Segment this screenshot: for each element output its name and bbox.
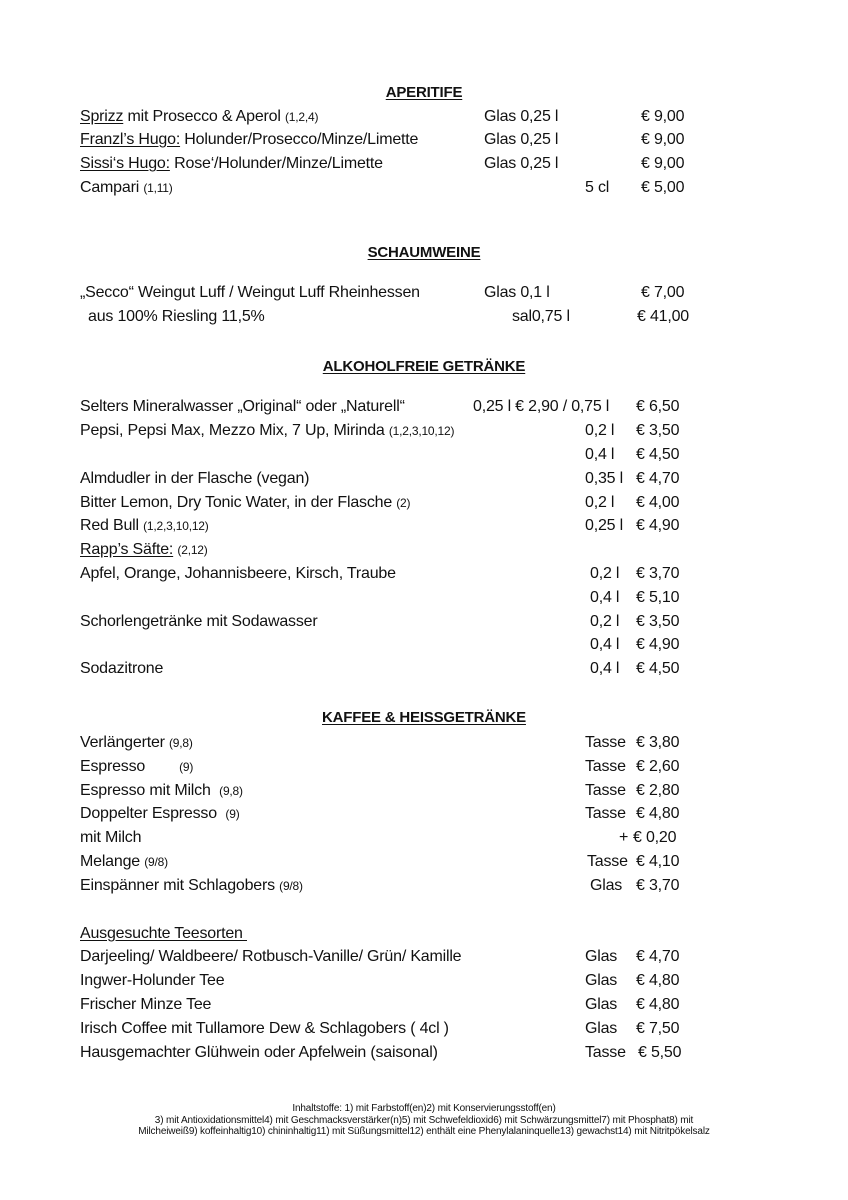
item-price: € 6,50 [636,398,680,415]
menu-item [0,803,848,825]
menu-item [0,732,848,754]
menu-item [0,129,848,151]
menu-item [0,492,848,514]
item-unit: Tasse [585,1044,626,1061]
item-unit: 0,4 l [585,446,615,463]
menu-item [0,563,848,585]
item-price: € 9,00 [641,108,685,125]
item-name: Doppelter Espresso [80,805,226,822]
item-unit: Glas 0,1 l [484,284,550,301]
item-name-highlight: Sprizz [80,108,124,125]
section-heading-schaumweine: SCHAUMWEINE [367,244,481,261]
menu-item [0,306,848,328]
item-unit: Glas [590,877,623,894]
item-unit: Glas [585,948,618,965]
footnote-line: Inhaltstoffe: 1) mit Farbstoff(en)2) mit Konservierungsstoff(en) [292,1103,556,1114]
menu-item [0,1018,848,1040]
item-name: Einspänner mit Schlagobers [80,877,280,894]
menu-item [0,634,848,656]
item-price: € 4,90 [636,636,680,653]
menu-item [0,396,848,418]
item-name: Espresso mit Milch [80,782,220,799]
menu-item [0,153,848,175]
allergen-footnote [60,1103,788,1138]
item-name: Ingwer-Holunder Tee [80,972,225,989]
subheading-tee: Ausgesuchte Teesorten [80,925,247,942]
item-allergen-note: (1,2,3,10,12) [143,519,209,533]
menu-item [0,994,848,1016]
item-name: Pepsi, Pepsi Max, Mezzo Mix, 7 Up, Mirinda [80,422,389,439]
item-price: € 0,20 [633,829,677,846]
menu-item [0,658,848,680]
item-allergen-note: (9,8) [219,784,243,798]
menu-item [0,587,848,609]
item-unit: Glas 0,25 l [484,131,559,148]
item-price: € 7,50 [636,1020,680,1037]
item-allergen-note: (2) [396,496,411,510]
section-heading-aperitife: APERITIFE [385,84,463,101]
item-unit: 5 cl [585,179,610,196]
item-price: € 3,50 [636,613,680,630]
item-unit: Tasse [585,805,626,822]
item-allergen-note: (1,11) [143,181,173,195]
item-allergen-note: (9) [225,807,240,821]
item-allergen-note: (1,2,3,10,12) [388,424,455,438]
item-price: € 4,80 [636,972,680,989]
item-unit: 0,2 l [590,613,620,630]
item-name: Sodazitrone [80,660,164,677]
item-unit: 0,2 l [590,565,620,582]
item-price: € 2,80 [636,782,680,799]
item-unit: Tasse [585,782,626,799]
item-unit: Tasse [585,734,626,751]
item-price: € 4,10 [636,853,680,870]
item-price: € 9,00 [641,155,685,172]
menu-item [0,444,848,466]
item-unit: 0,4 l [590,660,620,677]
item-unit: 0,25 l [585,517,623,534]
item-name: Irisch Coffee mit Tullamore Dew & Schlagobers ( 4cl ) [80,1020,449,1037]
item-price: € 3,70 [636,565,680,582]
item-name: Schorlengetränke mit Sodawasser [80,613,318,630]
item-unit: Glas 0,25 l [484,108,559,125]
item-unit: sal0,75 l [512,308,570,325]
item-name: Verlängerter [80,734,170,751]
menu-item [0,515,848,537]
item-name: Frischer Minze Tee [80,996,212,1013]
item-unit: 0,4 l [590,589,620,606]
item-name: Campari [80,179,144,196]
item-allergen-note: (9/8) [279,879,303,893]
item-unit: Glas [585,1020,618,1037]
menu-item [0,106,848,128]
item-name: Melange [80,853,145,870]
item-unit: Glas [585,996,618,1013]
item-price: € 7,00 [641,284,685,301]
footnote-line: 3) mit Antioxidationsmittel4) mit Geschmacksverstärker(n)5) mit Schwefeldioxid6) mit Schwärzungsmittel7) mit Phosphat8) mit [154,1114,694,1126]
item-unit: Glas [585,972,618,989]
menu-item [0,468,848,490]
menu-subheading [0,539,848,561]
section-heading-kaffee: KAFFEE & HEISSGETRÄNKE [322,709,526,726]
item-price: € 3,70 [636,877,680,894]
item-price: € 4,50 [636,660,680,677]
subheading-label: Rapp’s Säfte: [80,541,174,558]
item-price: € 3,50 [636,422,680,439]
item-allergen-note: (1,2,4) [284,110,319,124]
item-price: € 5,50 [638,1044,682,1061]
item-name: „Secco“ Weingut Luff / Weingut Luff Rheinhessen [80,284,420,301]
item-name: Rose‘/Holunder/Minze/Limette [169,155,383,172]
item-name: Apfel, Orange, Johannisbeere, Kirsch, Traube [80,565,396,582]
item-price: € 9,00 [641,131,685,148]
item-unit: Tasse [587,853,628,870]
item-price: € 3,80 [636,734,680,751]
menu-item [0,1042,848,1064]
item-unit: 0,35 l [585,470,623,487]
item-unit: Tasse [585,758,626,775]
item-price: € 2,60 [636,758,680,775]
menu-item [0,851,848,873]
item-unit: 0,25 l € 2,90 / 0,75 l [473,398,610,415]
item-price: € 5,10 [636,589,680,606]
item-unit: Glas 0,25 l [484,155,559,172]
item-name-highlight: Sissi‘s Hugo: [80,155,170,172]
item-price: € 4,80 [636,996,680,1013]
item-name: Hausgemachter Glühwein oder Apfelwein (saisonal) [80,1044,438,1061]
item-unit: + [619,829,629,846]
menu-item [0,875,848,897]
menu-item [0,780,848,802]
item-name: aus 100% Riesling 11,5% [88,308,265,325]
menu-item [0,827,848,849]
item-name: Selters Mineralwasser „Original“ oder „Naturell“ [80,398,405,415]
item-name: mit Prosecco & Aperol [123,108,285,125]
item-unit: 0,2 l [585,494,615,511]
item-price: € 4,70 [636,948,680,965]
menu-item [0,177,848,199]
item-price: € 4,50 [636,446,680,463]
item-allergen-note: (9/8) [144,855,168,869]
item-unit: 0,2 l [585,422,615,439]
menu-item [0,756,848,778]
item-price: € 4,90 [636,517,680,534]
menu-item [0,282,848,304]
item-price: € 4,80 [636,805,680,822]
item-name: Espresso [80,758,180,775]
footnote-line: Milcheiweiß9) koffeinhaltig10) chininhaltig11) mit Süßungsmittel12) enthält eine Phenylalaninquelle13) gewachst14) mit Nitritpökelsalz [138,1126,710,1137]
item-allergen-note: (2,12) [177,543,208,557]
item-name: mit Milch [80,829,142,846]
item-name: Bitter Lemon, Dry Tonic Water, in der Flasche [80,494,397,511]
menu-item [0,420,848,442]
menu-item [0,611,848,633]
item-name-highlight: Franzl’s Hugo: [80,131,181,148]
item-price: € 4,00 [636,494,680,511]
item-allergen-note: (9) [179,760,194,774]
item-unit: 0,4 l [590,636,620,653]
menu-item [0,970,848,992]
item-price: € 4,70 [636,470,680,487]
menu-subheading [0,923,848,945]
item-allergen-note: (9,8) [169,736,193,750]
menu-item [0,946,848,968]
item-price: € 5,00 [641,179,685,196]
item-name: Red Bull [80,517,144,534]
item-price: € 41,00 [637,308,689,325]
item-name: Holunder/Prosecco/Minze/Limette [180,131,419,148]
item-name: Almdudler in der Flasche (vegan) [80,470,310,487]
section-heading-alkoholfrei: ALKOHOLFREIE GETRÄNKE [322,358,526,375]
item-name: Darjeeling/ Waldbeere/ Rotbusch-Vanille/ Grün/ Kamille [80,948,462,965]
